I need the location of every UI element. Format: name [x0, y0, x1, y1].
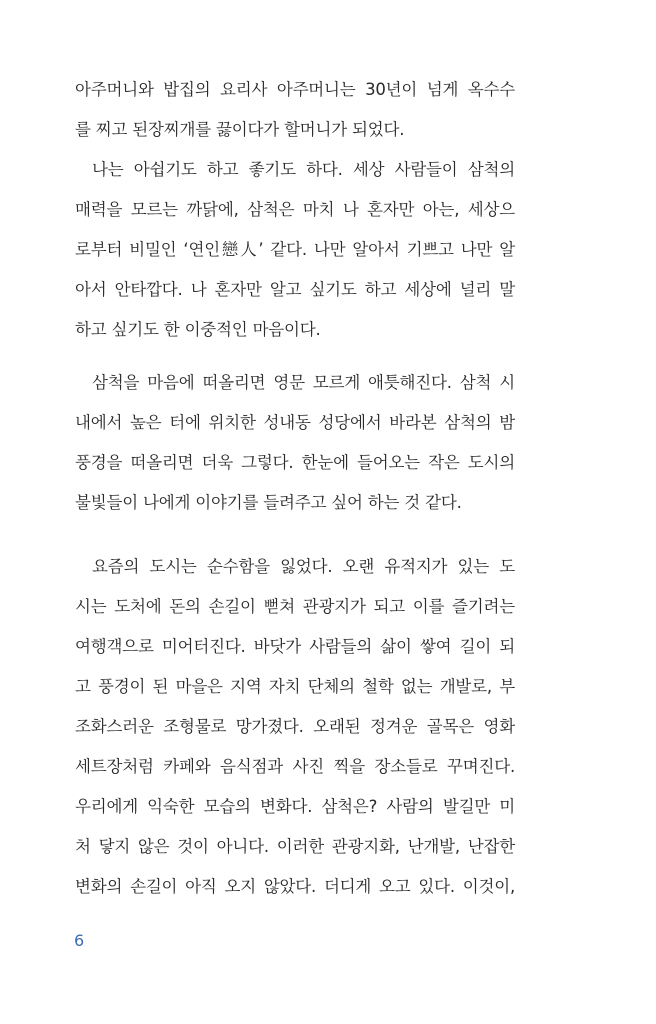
body-text-line: 로부터 비밀인 ‘연인戀人’ 같다. 나만 알아서 기쁘고 나만 알: [75, 240, 515, 259]
body-text-line: 시는 도처에 돈의 손길이 뻗쳐 관광지가 되고 이를 즐기려는: [75, 597, 515, 616]
body-text-line: 여행객으로 미어터진다. 바닷가 사람들의 삶이 쌓여 길이 되: [75, 637, 515, 656]
body-text-line: 요즘의 도시는 순수함을 잃었다. 오랜 유적지가 있는 도: [92, 557, 515, 576]
body-text-line: 하고 싶기도 한 이중적인 마음이다.: [75, 320, 321, 339]
body-text-line: 우리에게 익숙한 모습의 변화다. 삼척은? 사람의 발길만 미: [75, 797, 515, 816]
body-text-line: 조화스러운 조형물로 망가졌다. 오래된 정겨운 골목은 영화: [75, 717, 515, 736]
body-text-line: 풍경을 떠올리면 더욱 그렇다. 한눈에 들어오는 작은 도시의: [75, 453, 515, 472]
body-text-line: 매력을 모르는 까닭에, 삼척은 마치 나 혼자만 아는, 세상으: [75, 200, 515, 219]
body-text-line: 세트장처럼 카페와 음식점과 사진 찍을 장소들로 꾸며진다.: [75, 757, 515, 776]
body-text-line: 나는 아쉽기도 하고 좋기도 하다. 세상 사람들이 삼척의: [92, 160, 515, 179]
body-text-line: 처 닿지 않은 것이 아니다. 이러한 관광지화, 난개발, 난잡한: [75, 837, 515, 856]
body-text-line: 아서 안타깝다. 나 혼자만 알고 싶기도 하고 세상에 널리 말: [75, 280, 515, 299]
body-text-line: 고 풍경이 된 마을은 지역 자치 단체의 철학 없는 개발로, 부: [75, 677, 515, 696]
page-number: 6: [74, 931, 85, 950]
body-text-line: 삼척을 마음에 떠올리면 영문 모르게 애틋해진다. 삼척 시: [92, 373, 515, 392]
body-text-line: 불빛들이 나에게 이야기를 들려주고 싶어 하는 것 같다.: [75, 493, 462, 512]
body-text-line: 를 찌고 된장찌개를 끓이다가 할머니가 되었다.: [75, 120, 405, 139]
body-text-line: 아주머니와 밥집의 요리사 아주머니는 30년이 넘게 옥수수: [75, 80, 515, 99]
body-text-line: 변화의 손길이 아직 오지 않았다. 더디게 오고 있다. 이것이,: [75, 877, 515, 896]
body-text-line: 내에서 높은 터에 위치한 성내동 성당에서 바라본 삼척의 밤: [75, 413, 515, 432]
